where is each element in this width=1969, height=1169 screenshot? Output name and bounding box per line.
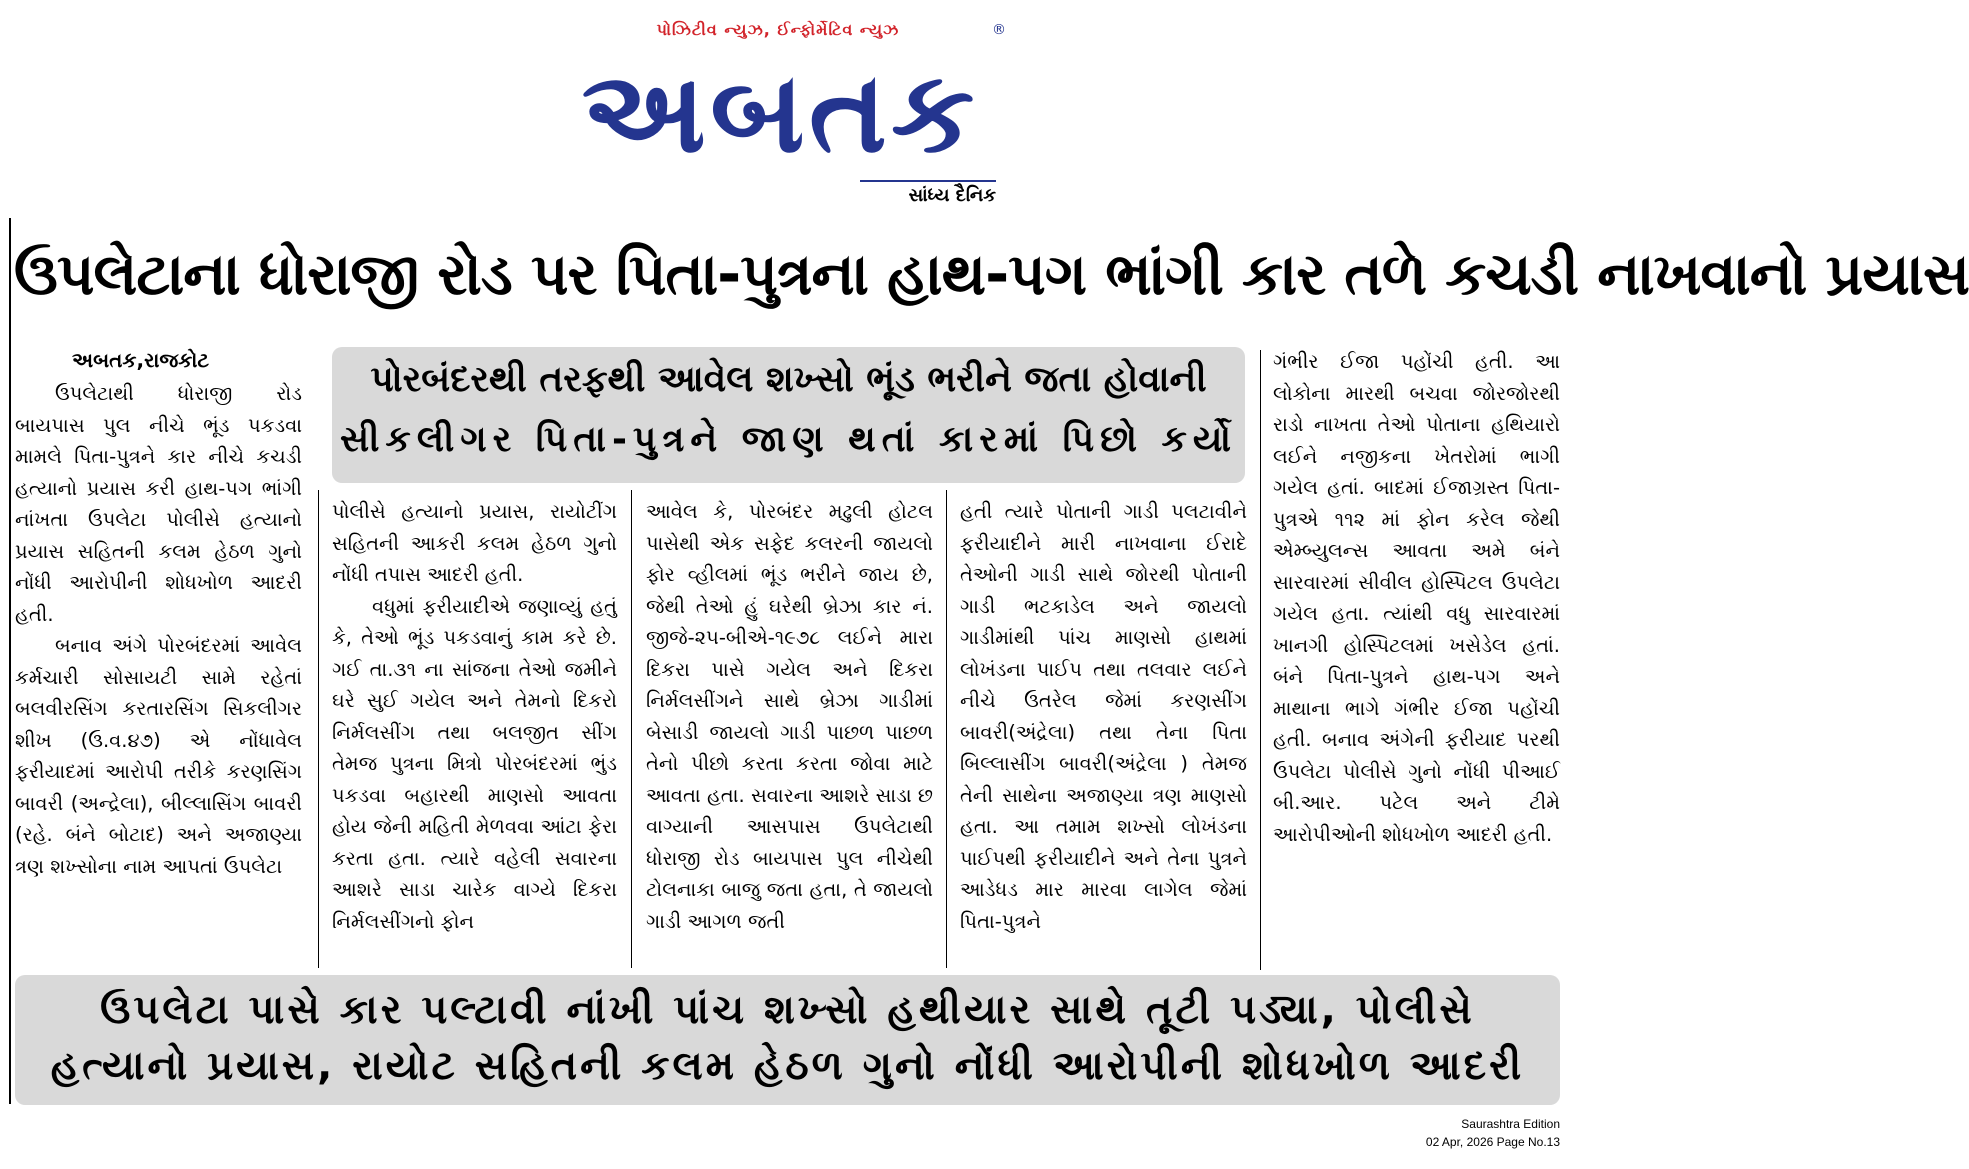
highlight-line-1: ઉપલેટા પાસે કાર પલ્ટાવી નાંખી પાંચ શખ્સો હથીયાર સાથે તૂટી પડ્યા, પોલીસે [100,987,1475,1033]
edition-date-page: 02 Apr, 2026 Page No.13 [1425,1135,1560,1149]
column-divider [631,490,632,968]
paragraph: બનાવ અંગે પોરબંદરમાં આવેલ કર્મચારી સોસાયટી સામે રહેતાં બલવીરસિંગ કરતારસિંગ સિકલીગર શીખ (ઉ.વ.૪૭) એ નોંધાવેલ ફરીયાદમાં આરોપી તરીકે કરણસિંગ બાવરી (અન્દ્રેલા), બીલ્લાસિંગ બાવરી (રહે. બંને બોટાદ) અને અજાણ્યા ત્રણ શખ્સોના નામ આપતાં ઉપલેટા [15,634,302,878]
article-column-1 [15,378,302,882]
subheadline-line-1: પોરબંદરથી તરફથી આવેલ શખ્સો ભૂંડ ભરીને જતા હોવાની [370,359,1207,400]
article-headline: ઉપલેટાના ધોરાજી રોડ પર પિતા-પુત્રના હાથ-પગ ભાંગી કાર તળે કચડી નાખવાનો પ્રયાસ [14,240,1969,308]
article-column-2 [332,496,617,937]
paragraph: ઉપલેટાથી ધોરાજી રોડ બાયપાસ પુલ નીચે ભૂંડ પકડવા મામલે પિતા-પુત્રને કાર નીચે કચડી હત્યાનો પ્રયાસ કરી હાથ-પગ ભાંગી નાંખતા ઉપલેટા પોલીસે હત્યાનો પ્રયાસ સહિતની કલમ હેઠળ ગુનો નોંધી આરોપીની શોધખોળ આદરી હતી. [15,382,302,626]
paragraph: ગંભીર ઈજા પહોંચી હતી. આ લોકોના મારથી બચવા જોરજોરથી રાડો નાખતા તેઓ પોતાના હથિયારો લઈને નજીકના ખેતરોમાં ભાગી ગયેલ હતાં. બાદમાં ઈજાગ્રસ્ત પિતા-પુત્રએ ૧૧૨ માં ફોન કરેલ જેથી એમ્બ્યુલન્સ આવતા અમે બંને સારવારમાં સીવીલ હોસ્પિટલ ઉપલેટા ગયેલ હતા. ત્યાંથી વધુ સારવારમાં ખાનગી હોસ્પિટલમાં ખસેડેલ હતાં. બંને પિતા-પુત્રને હાથ-પગ અને માથાના ભાગે ગંભીર ઈજા પહોંચી હતી. બનાવ અંગેની ફરીયાદ પરથી ઉપલેટા પોલીસે ગુનો નોંધી પીઆઈ બી.આર. પટેલ અને ટીમે આરોપીઓની શોધખોળ આદરી હતી. [1273,350,1560,846]
left-border-rule [9,218,11,1104]
paragraph: આવેલ કે, પોરબંદર મઢુલી હોટલ પાસેથી એક સફેદ કલરની જાયલો ફોર વ્હીલમાં ભૂંડ ભરીને જાય છે, જેથી તેઓ હું ઘરેથી બ્રેઝા કાર નં. જીજે-૨૫-બીએ-૧૯૭૮ લઈને મારા દિકરા પાસે ગયેલ અને દિકરા નિર્મલસીંગને સાથે બ્રેઝા ગાડીમાં બેસાડી જાયલો ગાડી પાછળ પાછળ તેનો પીછો કરતા કરતા જોવા માટે આવતા હતા. સવારના આશરે સાડા છ વાગ્યાની આસપાસ ઉપલેટાથી ધોરાજી રોડ બાયપાસ પુલ નીચેથી ટોલનાકા બાજુ જતા હતા, તે જાયલો ગાડી આગળ જતી [646,500,933,933]
highlight-box [15,975,1560,1105]
paragraph: પોલીસે હત્યાનો પ્રયાસ, રાયોટીંગ સહિતની આકરી કલમ હેઠળ ગુનો નોંધી તપાસ આદરી હતી. [332,500,617,586]
article-column-3 [646,496,933,937]
article-column-4 [960,496,1247,937]
paragraph: હતી ત્યારે પોતાની ગાડી પલટાવીને ફરીયાદીને મારી નાખવાના ઈરાદે તેઓની ગાડી સાથે જોરથી પોતાની ગાડી ભટકાડેલ અને જાયલો ગાડીમાંથી પાંચ માણસો હાથમાં લોખંડના પાઈપ તથા તલવાર લઈને નીચે ઉતરેલ જેમાં કરણસીંગ બાવરી(અંદ્રેલા) તથા તેના પિતા બિલ્લાસીંગ બાવરી(અંદ્રેલા ) તેમજ તેની સાથેના અજાણ્યા ત્રણ માણસો હતા. આ તમામ શખ્સો લોખંડના પાઈપથી ફરીયાદીને અને તેના પુત્રને આડેધડ માર મારવા લાગેલ જેમાં પિતા-પુત્રને [960,500,1247,933]
logo-underline [860,180,996,182]
article-column-5 [1273,346,1560,850]
column-divider [1260,350,1261,970]
edition-name: Saurashtra Edition [1461,1117,1560,1131]
highlight-line-2: હત્યાનો પ્રયાસ, રાયોટ સહિતની કલમ હેઠળ ગુનો નોંધી આરોપીની શોધખોળ આદરી [50,1043,1525,1089]
masthead [560,14,1010,204]
subheadline-box [332,347,1245,483]
paragraph: વધુમાં ફરીયાદીએ જણાવ્યું હતું કે, તેઓ ભૂંડ પકડવાનું કામ કરે છે. ગઈ તા.૩૧ ના સાંજના તેઓ જમીને ઘરે સુઈ ગયેલ અને તેમનો દિકરો નિર્મલસીંગ તથા બલજીત સીંગ તેમજ પુત્રના મિત્રો પોરબંદરમાં ભુંડ પકડવા બહારથી માણસો આવતા હોય જેની મહિતી મેળવવા આંટા ફેરા કરતા હતા. ત્યારે વહેલી સવારના આશરે સાડા ચારેક વાગ્યે દિકરા નિર્મલસીંગનો ફોન [332,594,617,933]
registered-mark: ® [992,22,1006,38]
masthead-subtitle: સાંધ્ય દૈનિક [908,185,996,206]
newspaper-logo: અબતક [581,46,979,178]
edition-info [1426,1115,1560,1151]
subheadline-line-2: સીકલીગર પિતા-પુત્રને જાણ થતાં કારમાં પિછો કર્યો [339,419,1238,460]
masthead-tagline: પોઝિટીવ ન્યુઝ, ઈન્ફોર્મેટિવ ન્યુઝ [656,20,900,39]
column-divider [318,490,319,968]
column-divider [946,490,947,968]
byline: અબતક,રાજકોટ [72,348,210,372]
